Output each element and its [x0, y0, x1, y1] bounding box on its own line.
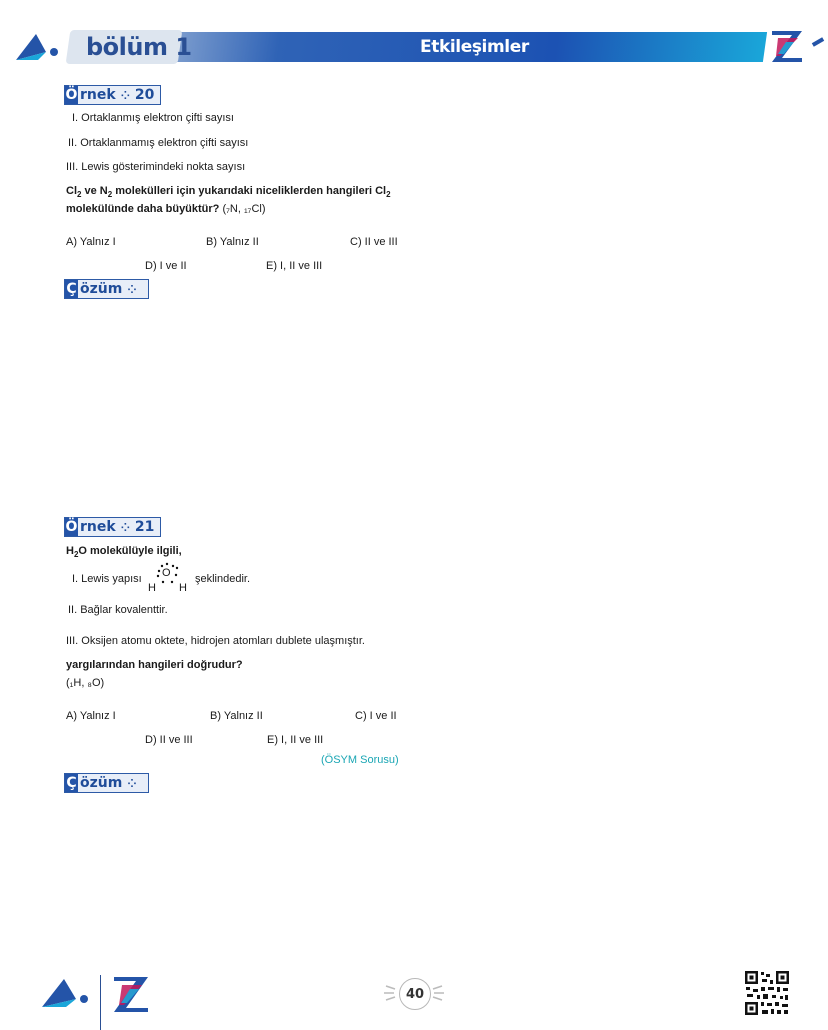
- page-title: Etkileşimler: [420, 37, 529, 57]
- example-20-note: (₇N, ₁₇Cl): [222, 203, 266, 215]
- lewis-dots-icon: [145, 562, 189, 594]
- example-21-intro: $H_2O$ molekülüyle ilgili,: [66, 545, 182, 560]
- example-20-option-c[interactable]: C) II ve III: [350, 236, 398, 248]
- chapter-label: bölüm 1: [86, 33, 192, 61]
- example-label-text: rnek: [80, 87, 116, 103]
- example-21-option-c[interactable]: C) I ve II: [355, 710, 397, 722]
- example-label-initial: Ö: [65, 519, 78, 535]
- page-number: 40: [399, 978, 431, 1010]
- example-21-item-1-post: şeklindedir.: [195, 573, 251, 585]
- header-dash: [812, 37, 824, 46]
- example-20-option-b[interactable]: B) Yalnız II: [206, 236, 259, 248]
- solution-label-text: özüm: [80, 775, 123, 791]
- lewis-oxygen: O: [162, 567, 171, 579]
- solution-label-initial: Ç: [66, 281, 77, 297]
- footer-divider: [100, 975, 101, 1030]
- example-number: 20: [134, 87, 155, 103]
- example-20-label: [64, 85, 161, 105]
- lewis-hydrogen-right: H: [179, 582, 187, 594]
- solution-label-dots-icon: ⁘: [127, 282, 137, 296]
- example-20-question-line-2: molekülünde daha büyüktür? (₇N, ₁₇Cl): [66, 203, 266, 215]
- example-21-note: (₁H, ₈O): [66, 677, 105, 689]
- brand-z-logo-icon: [768, 28, 806, 64]
- solution-label-dots-icon: ⁘: [127, 776, 137, 790]
- example-21-label: [64, 517, 161, 537]
- example-20-item-2: II. Ortaklanmamış elektron çifti sayısı: [68, 137, 249, 149]
- example-21-item-2: II. Bağlar kovalenttir.: [68, 604, 168, 616]
- footer-z-logo-icon: [110, 974, 152, 1014]
- lewis-hydrogen-left: H: [148, 582, 156, 594]
- example-20-question-line-1: $Cl_2$ ve $N_2$ molekülleri için yukarıdaki niceliklerden hangileri $Cl_2$: [66, 185, 391, 200]
- example-21-item-1-pre: I. Lewis yapısı: [72, 573, 142, 585]
- solution-21-label: [64, 773, 149, 793]
- solution-20-label: [64, 279, 149, 299]
- example-21-option-a[interactable]: A) Yalnız I: [66, 710, 116, 722]
- example-20-option-e[interactable]: E) I, II ve III: [266, 260, 323, 272]
- brand-arrow-icon: [14, 30, 60, 64]
- solution-label-initial: Ç: [66, 775, 77, 791]
- example-label-dots-icon: ⁘: [120, 520, 130, 534]
- example-20-option-a[interactable]: A) Yalnız I: [66, 236, 116, 248]
- example-21-question: yargılarından hangileri doğrudur?: [66, 659, 243, 671]
- example-label-text: rnek: [80, 519, 116, 535]
- example-20-item-1: I. Ortaklanmış elektron çifti sayısı: [72, 112, 234, 124]
- example-20-item-3: III. Lewis gösterimindeki nokta sayısı: [66, 161, 246, 173]
- example-21-option-e[interactable]: E) I, II ve III: [267, 734, 324, 746]
- example-21-option-d[interactable]: D) II ve III: [145, 734, 193, 746]
- qr-code-icon[interactable]: [744, 970, 790, 1016]
- example-21-option-b[interactable]: B) Yalnız II: [210, 710, 263, 722]
- example-20-option-d[interactable]: D) I ve II: [145, 260, 187, 272]
- example-label-dots-icon: ⁘: [120, 88, 130, 102]
- example-21-item-3: III. Oksijen atomu oktete, hidrojen atomları dublete ulaşmıştır.: [66, 635, 365, 647]
- footer-brand-arrow-icon: [40, 975, 92, 1011]
- solution-label-text: özüm: [80, 281, 123, 297]
- example-number: 21: [134, 519, 155, 535]
- water-lewis-structure: [145, 562, 189, 594]
- example-label-initial: Ö: [65, 87, 78, 103]
- example-21-source: (ÖSYM Sorusu): [321, 754, 399, 766]
